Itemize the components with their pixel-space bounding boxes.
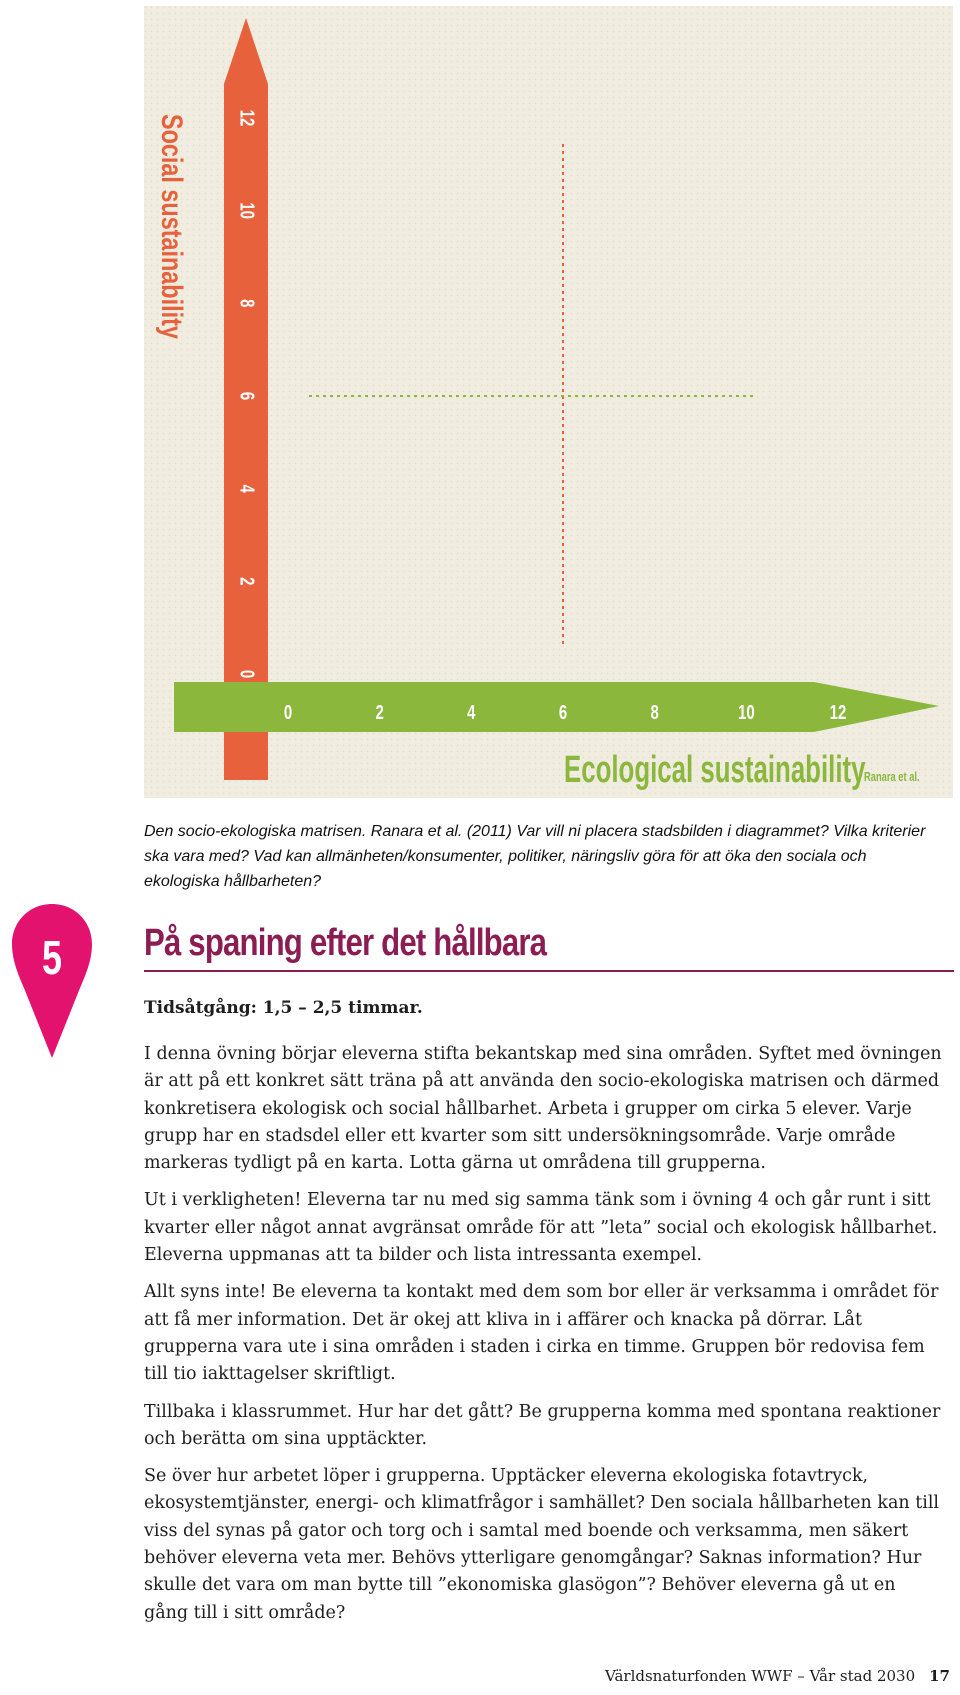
y-tick-label: 6 bbox=[236, 391, 259, 401]
paragraph: Allt syns inte! Be eleverna ta kontakt med dem som bor eller är verksamma i området för att få mer information. Det är okej att kliva in i affärer och knacka på dörrar. Låt grupperna vara ute i sina områden i staden i cirka en timme. Gruppen bör redovisa fem till tio iakttagelser skriftligt. bbox=[144, 1282, 939, 1385]
y-tick-label: 2 bbox=[236, 577, 259, 586]
section-number-pin bbox=[10, 900, 94, 1066]
x-tick-label: 4 bbox=[467, 700, 476, 724]
x-tick-label: 10 bbox=[738, 700, 755, 724]
x-tick-label: 12 bbox=[829, 700, 847, 724]
y-tick-label: 12 bbox=[236, 109, 259, 127]
section-title: På spaning efter det hållbara bbox=[144, 922, 547, 964]
section-title-divider bbox=[144, 970, 954, 972]
y-axis-title: Social sustainability bbox=[155, 114, 189, 339]
y-tick-label: 8 bbox=[236, 299, 259, 308]
paragraph: Ut i verkligheten! Eleverna tar nu med sig samma tänk som i övning 4 och går runt i sitt kvarter eller något annat avgränsat område för att ”leta” social och ekologisk hållbarhet. Eleverna uppmanas att ta bilder och lista intressanta exempel. bbox=[144, 1190, 938, 1266]
x-tick-label: 0 bbox=[283, 700, 293, 724]
time-required: Tidsåtgång: 1,5 – 2,5 timmar. bbox=[144, 998, 423, 1018]
paragraph: Tillbaka i klassrummet. Hur har det gått? Be grupperna komma med spontana reaktioner och berätta om sina upptäckter. bbox=[144, 1401, 941, 1449]
section-number: 5 bbox=[41, 931, 63, 985]
publication-name: Världsnaturfonden WWF – Vår stad 2030 bbox=[605, 1667, 916, 1685]
x-tick-label: 8 bbox=[650, 700, 659, 724]
x-axis-title: Ecological sustainability bbox=[564, 748, 866, 791]
page-number: 17 bbox=[929, 1667, 950, 1685]
figure-caption: Den socio-ekologiska matrisen. Ranara et al. (2011) Var vill ni placera stadsbilden i diagrammet? Vilka kriterier ska vara med? Vad kan allmänheten/konsumenter, politiker, näringsliv göra för att öka den sociala och ekologiska hållbarheten? bbox=[144, 823, 926, 890]
matrix-chart bbox=[144, 6, 953, 798]
y-tick-label: 10 bbox=[236, 202, 259, 219]
y-tick-label: 0 bbox=[236, 669, 259, 679]
x-tick-label: 6 bbox=[558, 700, 568, 724]
paragraph: I denna övning börjar eleverna stifta bekantskap med sina områden. Syftet med övningen är att på ett konkret sätt träna på att använda den socio-ekologiska matrisen och därmed konkretisera ekologisk och social hållbarhet. Arbeta i grupper om cirka 5 elever. Varje grupp har en stadsdel eller ett kvarter som sitt undersökningsområde. Varje område markeras tydligt på en karta. Lotta gärna ut områdena till grupperna. bbox=[144, 1044, 942, 1174]
figure-attribution: Ranara et al. bbox=[864, 770, 920, 785]
page-footer bbox=[605, 1667, 950, 1685]
exercise-description bbox=[144, 1041, 944, 1637]
socio-ecological-matrix-figure bbox=[144, 6, 953, 798]
paragraph: Se över hur arbetet löper i grupperna. Upptäcker eleverna ekologiska fotavtryck, ekosystemtjänster, energi- och klimatfrågor i samhället? Den sociala hållbarheten kan till viss del synas på gator och torg och i samtal med boende och verksamma, men säkert behöver eleverna veta mer. Behövs ytterligare genomgångar? Saknas information? Hur skulle det vara om man bytte till ”ekonomiska glasögon”? Behöver eleverna gå ut en gång till i sitt område? bbox=[144, 1466, 940, 1623]
x-tick-label: 2 bbox=[375, 700, 384, 724]
y-tick-label: 4 bbox=[236, 484, 259, 493]
